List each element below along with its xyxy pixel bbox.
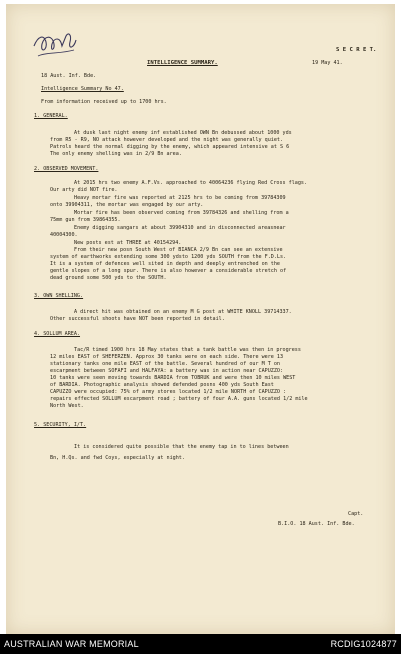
section-heading-sollum-area: 4. SOLLUM AREA.: [34, 331, 81, 337]
general-line: The only enemy shelling was in 2/9 Bn area.: [50, 151, 182, 157]
section-heading-own-shelling: 3. OWN SHELLING.: [34, 293, 84, 299]
handwritten-signature: [30, 26, 82, 66]
section-heading-general: 1. GENERAL.: [34, 113, 68, 119]
observed-line: Heavy mortar fire was reported at 2125 hrs to be coming from 39784309: [74, 195, 286, 201]
general-line: At dusk last night enemy inf established OWN Bn debussed about 1000 yds: [74, 130, 292, 136]
security-line: It is considered quite possible that the enemy tap in to lines between: [74, 444, 289, 450]
section-heading-observed-movement: 2. OBSERVED MOVEMENT.: [34, 166, 99, 172]
section-heading-security: 5. SECURITY, I/T.: [34, 422, 87, 428]
sollum-line: CAPUZZO were occupied: 75% of army stores located 1/2 mile NORTH of CAPUZZO :: [50, 389, 287, 395]
observed-line: dead ground some 500 yds to the SOUTH.: [50, 275, 167, 281]
observed-line: It is a system of defences well sited in depth and deeply entrenched on the: [50, 261, 281, 267]
footer-source: AUSTRALIAN WAR MEMORIAL: [4, 639, 139, 649]
summary-number: Intelligence Summary No 47.: [41, 86, 124, 92]
signoff-rank: Capt.: [348, 511, 364, 517]
sollum-line: 10 tanks were seen moving towards BARDIA from TOBRUK and were then 10 miles WEST: [50, 375, 296, 381]
shelling-line: A direct hit was obtained on an enemy M G post at WHITE KNOLL 39714337.: [74, 309, 292, 315]
observed-line: gentle slopes of a long spur. There is also however a considerable stretch of: [50, 268, 287, 274]
sollum-line: escarpment between SOFAFI and HALFAYA: a battery was in action near CAPUZZO:: [50, 368, 284, 374]
sollum-line: stationary tanks one mile EAST of the battle. Several hundred of our M T on: [50, 361, 281, 367]
footer-record-id: RCDIG1024877: [330, 639, 397, 649]
observed-line: From their new posn South West of BIANCA 2/9 Bn can see an extensive: [74, 247, 283, 253]
observed-line: At 2015 hrs two enemy A.F.Vs. approached to 40064236 flying Red Cross flags.: [74, 180, 308, 186]
observed-line: Our arty did NOT fire.: [50, 187, 118, 193]
sollum-line: North West.: [50, 403, 84, 409]
document-title: INTELLIGENCE SUMMARY.: [147, 60, 218, 66]
unit-name: 18 Aust. Inf. Bde.: [41, 73, 97, 79]
document-page: [6, 4, 395, 634]
classification-label: S E C R E T.: [336, 47, 377, 53]
sollum-line: Tac/R timed 1900 hrs 18 May states that a tank battle was then in progress: [74, 347, 301, 353]
signoff-title: B.I.O. 18 Aust. Inf. Bde.: [278, 521, 355, 527]
observed-line: onto 39904311, the mortar was engaged by our arty.: [50, 202, 204, 208]
observed-line: 75mm gun from 39864355.: [50, 217, 121, 223]
general-line: Patrols heard the normal digging by the enemy, which appeared intensive at S 6: [50, 144, 290, 150]
general-line: from R5 - R9, NO attack however developed and the night was generally quiet.: [50, 137, 284, 143]
observed-line: New posts est at THREE at 40154294.: [74, 240, 182, 246]
observed-line: Enemy digging sangars at about 39904310 and in disconnected areasnear: [74, 225, 286, 231]
archive-footer: [0, 634, 401, 654]
info-line: From information received up to 1700 hrs.: [41, 99, 167, 105]
sollum-line: 12 miles EAST of SHEFERZEN. Approx 30 tanks were on each side. There were 13: [50, 354, 284, 360]
security-line: Bn, H.Qs. and fwd Coys, especially at night.: [50, 455, 185, 461]
sollum-line: repairs effected SOLLUM escarpment road ; battery of four A.A. guns located 1/2 mile: [50, 396, 308, 402]
sollum-line: of BARDIA. Photographic analysis showed defended posns 400 yds South East: [50, 382, 274, 388]
observed-line: Mortar fire has been observed coming from 39784326 and shelling from a: [74, 210, 289, 216]
shelling-line: Other successful shoots have NOT been reported in detail.: [50, 316, 225, 322]
observed-line: system of earthworks extending some 300 ydsto 1200 yds SOUTH from the F.D.Ls.: [50, 254, 287, 260]
observed-line: 40004300.: [50, 232, 78, 238]
document-date: 19 May 41.: [312, 60, 343, 66]
